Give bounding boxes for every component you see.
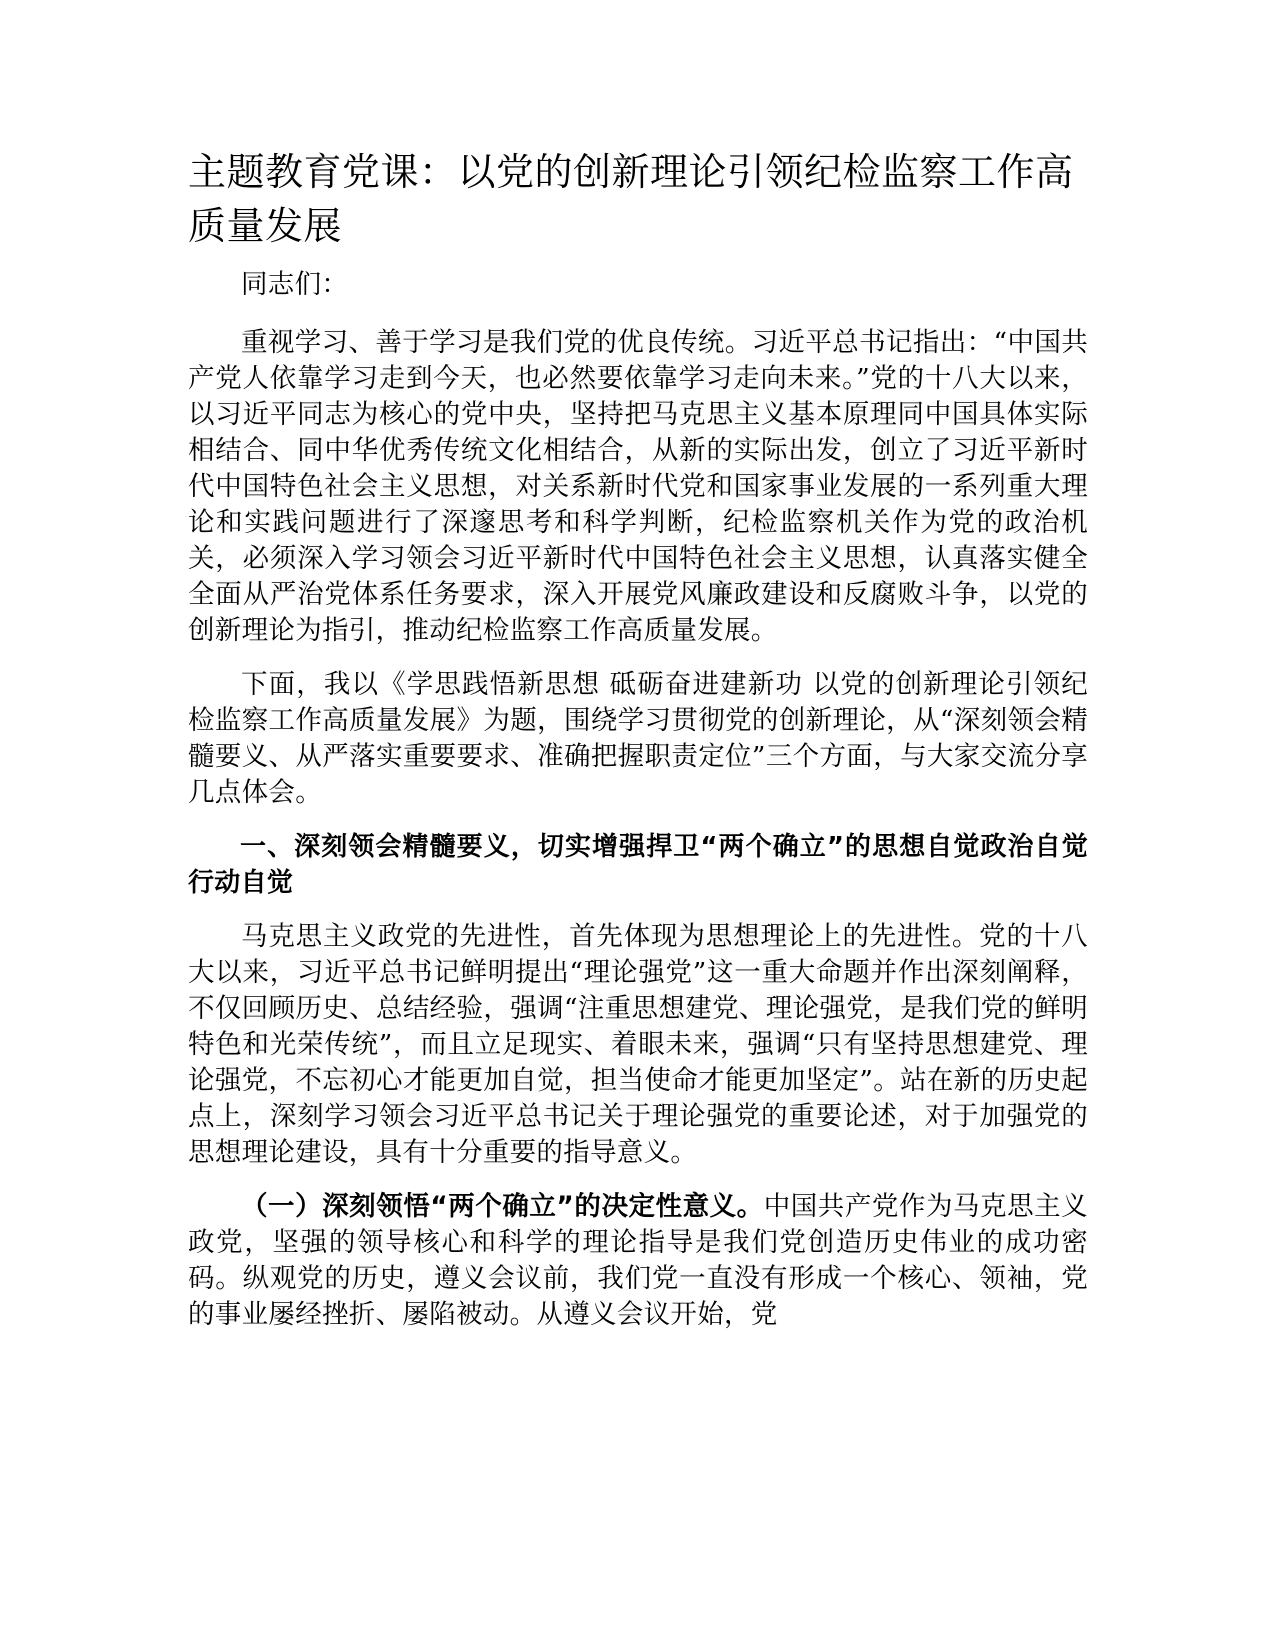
subsection-heading-1: （一）深刻领悟“两个确立”的决定性意义。 [241, 1191, 764, 1222]
greeting: 同志们： [241, 269, 349, 300]
subsection-text-1: 中国共产党作为马克思主义政党，坚强的领导核心和科学的理论指导是我们党创造历史伟业的成功密码。纵观党的历史，遵义会议前，我们党一直没有形成一个核心、领袖，党的事业屡经挫折、屡陷被动。从遵义会议开始，党 [188, 1191, 1088, 1330]
document-title: 主题教育党课：以党的创新理论引领纪检监察工作高质量发展 [188, 150, 1074, 248]
paragraph-theory: 马克思主义政党的先进性，首先体现为思想理论上的先进性。党的十八大以来，习近平总书记鲜明提出“理论强党”这一重大命题并作出深刻阐释，不仅回顾历史、总结经验，强调“注重思想建党、理论强党，是我们党的鲜明特色和光荣传统”，而且立足现实、着眼未来，强调“只有坚持思想建党、理论强党，不忘初心才能更加自觉，担当使命才能更加坚定”。站在新的历史起点上，深刻学习领会习近平总书记关于理论强党的重要论述，对于加强党的思想理论建设，具有十分重要的指导意义。 [188, 921, 1088, 1168]
paragraph-intro: 重视学习、善于学习是我们党的优良传统。习近平总书记指出：“中国共产党人依靠学习走到今天，也必然要依靠学习走向未来。”党的十八大以来，以习近平同志为核心的党中央，坚持把马克思主义基本原理同中国具体实际相结合、同中华优秀传统文化相结合，从新的实际出发，创立了习近平新时代中国特色社会主义思想，对关系新时代党和国家事业发展的一系列重大理论和实践问题进行了深邃思考和科学判断，纪检监察机关作为党的政治机关，必须深入学习领会习近平新时代中国特色社会主义思想，认真落实健全全面从严治党体系任务要求，深入开展党风廉政建设和反腐败斗争，以党的创新理论为指引，推动纪检监察工作高质量发展。 [188, 327, 1088, 646]
paragraph-subsection-1 [188, 1189, 1088, 1333]
document-page [188, 145, 1088, 1351]
section-heading-1: 一、深刻领会精髓要义，切实增强捍卫“两个确立”的思想自觉政治自觉行动自觉 [188, 832, 1088, 898]
paragraph-outline: 下面，我以《学思践悟新思想 砥砺奋进建新功 以党的创新理论引领纪检监察工作高质量发展》为题，围绕学习贯彻党的创新理论，从“深刻领会精髓要义、从严落实重要要求、准确把握职责定位”三个方面，与大家交流分享几点体会。 [188, 669, 1088, 808]
